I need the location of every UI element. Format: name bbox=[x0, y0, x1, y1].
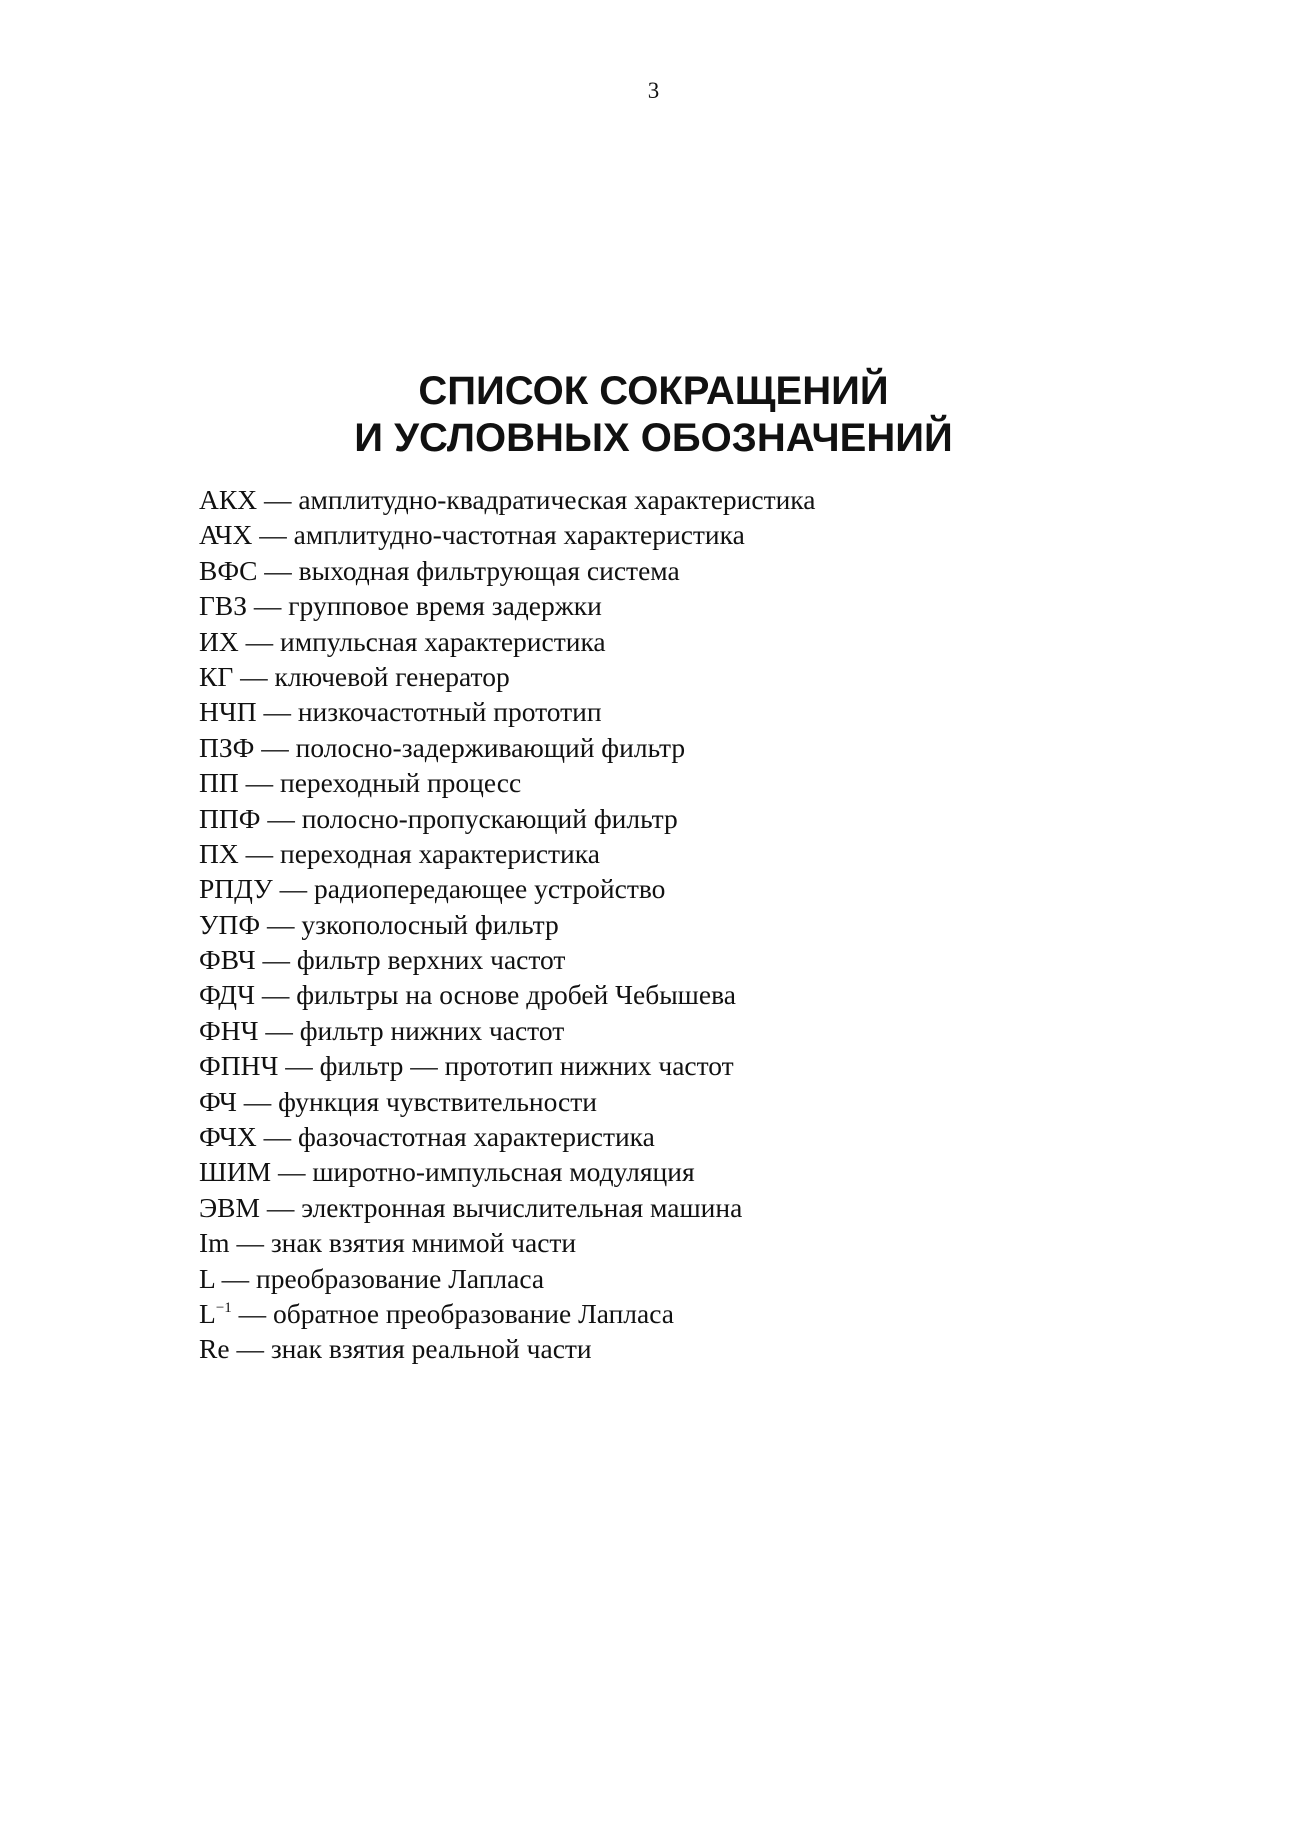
abbreviation-separator: — bbox=[261, 979, 290, 1011]
abbreviation-definition: ключевой генератор bbox=[274, 660, 510, 692]
abbreviation-separator: — bbox=[243, 1085, 272, 1117]
abbreviation-entry bbox=[199, 871, 1199, 906]
abbreviation-term: ФПНЧ bbox=[199, 1050, 279, 1082]
abbreviation-definition: переходный процесс bbox=[279, 767, 522, 799]
abbreviation-term-superscript: −1 bbox=[215, 1299, 232, 1316]
abbreviation-separator: — bbox=[259, 519, 287, 551]
abbreviation-definition: полосно-пропускающий фильтр bbox=[301, 802, 678, 834]
abbreviation-term: ФДЧ bbox=[199, 979, 255, 1011]
abbreviation-entry bbox=[199, 1119, 1199, 1154]
abbreviation-separator: — bbox=[253, 590, 282, 622]
abbreviation-definition: выходная фильтрующая система bbox=[298, 554, 680, 586]
abbreviation-entry bbox=[199, 1048, 1199, 1083]
abbreviation-definition: групповое время задержки bbox=[288, 590, 602, 622]
abbreviation-definition: преобразование Лапласа bbox=[256, 1262, 545, 1294]
abbreviation-definition: знак взятия реальной части bbox=[270, 1333, 592, 1365]
abbreviation-separator: — bbox=[236, 1227, 264, 1259]
abbreviation-definition: импульсная характеристика bbox=[279, 625, 606, 657]
abbreviation-entry bbox=[199, 765, 1199, 800]
abbreviation-separator: — bbox=[264, 554, 292, 586]
abbreviation-entry bbox=[199, 977, 1199, 1012]
abbreviation-definition: электронная вычислительная машина bbox=[301, 1191, 743, 1223]
abbreviation-term: ПП bbox=[199, 767, 239, 799]
abbreviation-definition: переходная характеристика bbox=[279, 837, 600, 869]
abbreviation-definition: широтно-импульсная модуляция bbox=[312, 1156, 695, 1188]
abbreviation-term: ЭВМ bbox=[199, 1191, 260, 1223]
abbreviation-term: ФЧХ bbox=[199, 1121, 257, 1153]
abbreviation-term: ППФ bbox=[199, 802, 261, 834]
abbreviation-definition: полосно-задерживающий фильтр bbox=[295, 731, 686, 763]
abbreviation-separator: — bbox=[267, 802, 295, 834]
abbreviation-list bbox=[199, 482, 1199, 1367]
abbreviation-definition: низкочастотный прототип bbox=[297, 696, 602, 728]
abbreviation-separator: — bbox=[245, 837, 274, 869]
abbreviation-entry bbox=[199, 517, 1199, 552]
abbreviation-term: НЧП bbox=[199, 696, 257, 728]
abbreviation-definition: фильтр верхних частот bbox=[296, 944, 566, 976]
abbreviation-term: Re bbox=[199, 1333, 230, 1365]
abbreviation-term: РПДУ bbox=[199, 873, 273, 905]
abbreviation-entry bbox=[199, 694, 1199, 729]
abbreviation-definition: фильтр нижних частот bbox=[299, 1014, 565, 1046]
abbreviation-entry bbox=[199, 1296, 1199, 1331]
abbreviation-term: УПФ bbox=[199, 908, 261, 940]
abbreviation-definition: обратное преобразование Лапласа bbox=[273, 1297, 674, 1329]
abbreviation-term: АЧХ bbox=[199, 519, 253, 551]
abbreviation-term: ФВЧ bbox=[199, 944, 256, 976]
abbreviation-definition: фильтр — прототип нижних частот bbox=[319, 1050, 734, 1082]
abbreviation-term: L bbox=[199, 1297, 216, 1329]
abbreviation-definition: знак взятия мнимой части bbox=[270, 1227, 577, 1259]
abbreviation-entry bbox=[199, 1084, 1199, 1119]
page-title-line-2: И УСЛОВНЫХ ОБОЗНАЧЕНИЙ bbox=[354, 416, 953, 460]
page-title-line-1: СПИСОК СОКРАЩЕНИЙ bbox=[418, 369, 889, 413]
abbreviation-separator: — bbox=[263, 696, 291, 728]
abbreviation-separator: — bbox=[263, 1121, 292, 1153]
abbreviation-definition: фазочастотная характеристика bbox=[297, 1121, 655, 1153]
abbreviation-separator: — bbox=[285, 1050, 313, 1082]
abbreviation-entry bbox=[199, 836, 1199, 871]
abbreviation-separator: — bbox=[263, 484, 292, 515]
abbreviation-term: ПХ bbox=[199, 837, 239, 869]
abbreviation-separator: — bbox=[238, 1297, 267, 1329]
abbreviation-term: АКХ bbox=[199, 484, 258, 515]
abbreviation-separator: — bbox=[245, 767, 274, 799]
abbreviation-separator: — bbox=[221, 1262, 250, 1294]
abbreviation-term: L bbox=[199, 1262, 215, 1294]
abbreviation-separator: — bbox=[266, 908, 295, 940]
abbreviation-separator: — bbox=[245, 625, 274, 657]
abbreviation-separator: — bbox=[240, 660, 268, 692]
abbreviation-term: ФЧ bbox=[199, 1085, 237, 1117]
abbreviation-entry bbox=[199, 907, 1199, 942]
abbreviation-entry bbox=[199, 942, 1199, 977]
abbreviation-entry bbox=[199, 588, 1199, 623]
abbreviation-entry bbox=[199, 1331, 1199, 1366]
abbreviation-definition: узкополосный фильтр bbox=[301, 908, 559, 940]
abbreviation-entry bbox=[199, 1261, 1199, 1296]
abbreviation-entry bbox=[199, 1013, 1199, 1048]
abbreviation-definition: фильтры на основе дробей Чебышева bbox=[296, 979, 736, 1011]
abbreviation-separator: — bbox=[262, 944, 290, 976]
abbreviation-term: ПЗФ bbox=[199, 731, 255, 763]
abbreviation-term: КГ bbox=[199, 660, 234, 692]
page-number: 3 bbox=[647, 78, 660, 103]
abbreviation-definition: радиопередающее устройство bbox=[313, 873, 666, 905]
abbreviation-entry bbox=[199, 659, 1199, 694]
abbreviation-entry bbox=[199, 1154, 1199, 1189]
abbreviation-entry bbox=[199, 1190, 1199, 1225]
abbreviation-term: ФНЧ bbox=[199, 1014, 259, 1046]
abbreviation-term: Im bbox=[199, 1227, 230, 1259]
abbreviation-entry bbox=[199, 801, 1199, 836]
abbreviation-separator: — bbox=[236, 1333, 264, 1365]
abbreviation-term: ВФС bbox=[199, 554, 258, 586]
abbreviation-separator: — bbox=[277, 1156, 306, 1188]
abbreviation-entry bbox=[199, 624, 1199, 659]
abbreviation-separator: — bbox=[266, 1191, 295, 1223]
abbreviation-definition: функция чувствительности bbox=[278, 1085, 597, 1117]
abbreviation-entry bbox=[199, 553, 1199, 588]
abbreviation-separator: — bbox=[261, 731, 289, 763]
abbreviation-separator: — bbox=[279, 873, 308, 905]
abbreviation-definition: амплитудно-квадратическая характеристика bbox=[298, 484, 816, 515]
abbreviation-definition: амплитудно-частотная характеристика bbox=[293, 519, 745, 551]
abbreviation-term: ГВЗ bbox=[199, 590, 248, 622]
abbreviation-entry bbox=[199, 1225, 1199, 1260]
abbreviation-entry bbox=[199, 730, 1199, 765]
page-title bbox=[0, 368, 1307, 462]
abbreviation-separator: — bbox=[265, 1014, 293, 1046]
abbreviation-term: ШИМ bbox=[199, 1156, 272, 1188]
abbreviation-entry bbox=[199, 482, 1199, 517]
abbreviation-term: ИХ bbox=[199, 625, 239, 657]
